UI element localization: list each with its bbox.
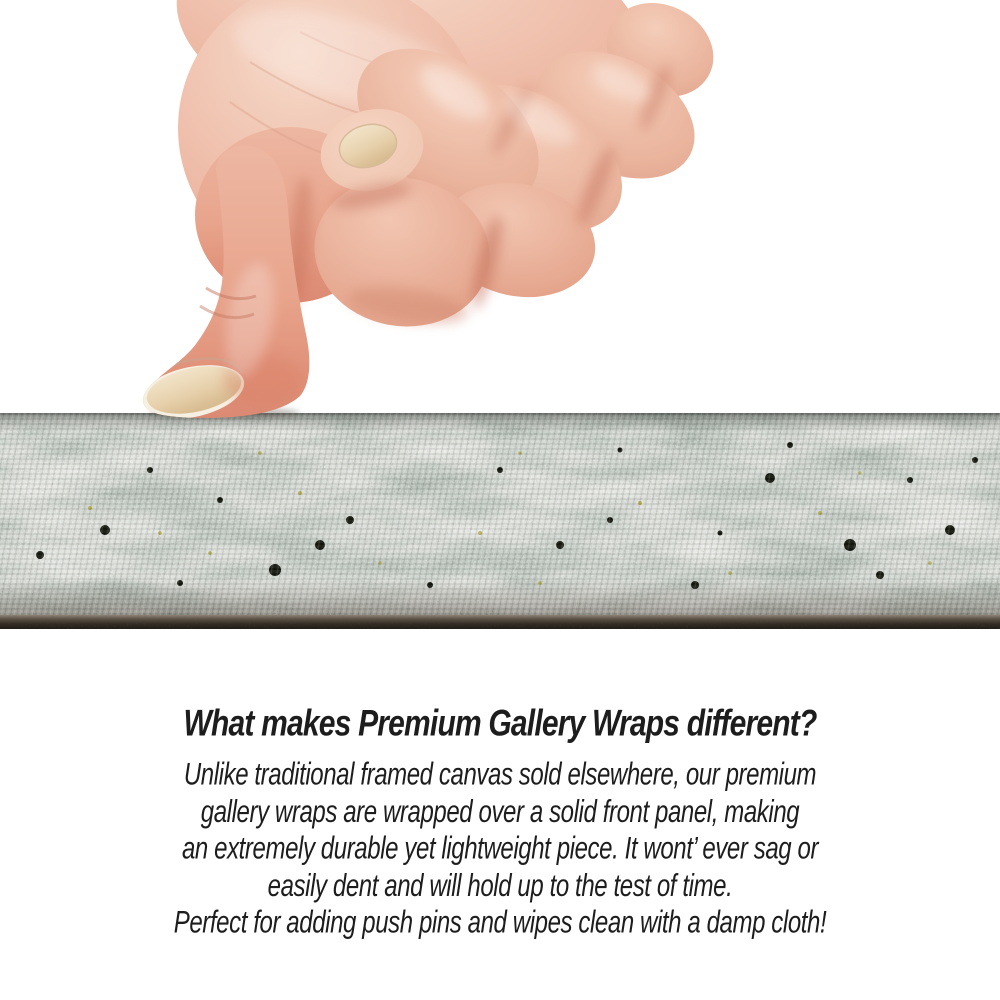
body-line-3: an extremely durable yet lightweight piece. It wont’ ever sag or	[181, 831, 819, 867]
hand-photo	[0, 0, 1000, 422]
canvas-texture	[0, 413, 1000, 629]
hand-illustration	[135, 0, 729, 422]
headline: What makes Premium Gallery Wraps different?	[183, 702, 817, 744]
body-line-2: gallery wraps are wrapped over a solid front panel, making	[200, 794, 800, 830]
body-line-5: Perfect for adding push pins and wipes clean with a damp cloth!	[173, 905, 827, 941]
canvas-edge-strip	[0, 413, 1000, 629]
body-line-1: Unlike traditional framed canvas sold elsewhere, our premium	[183, 757, 817, 793]
body-line-4: easily dent and will hold up to the test of time.	[267, 868, 733, 904]
body-copy	[0, 757, 1000, 942]
